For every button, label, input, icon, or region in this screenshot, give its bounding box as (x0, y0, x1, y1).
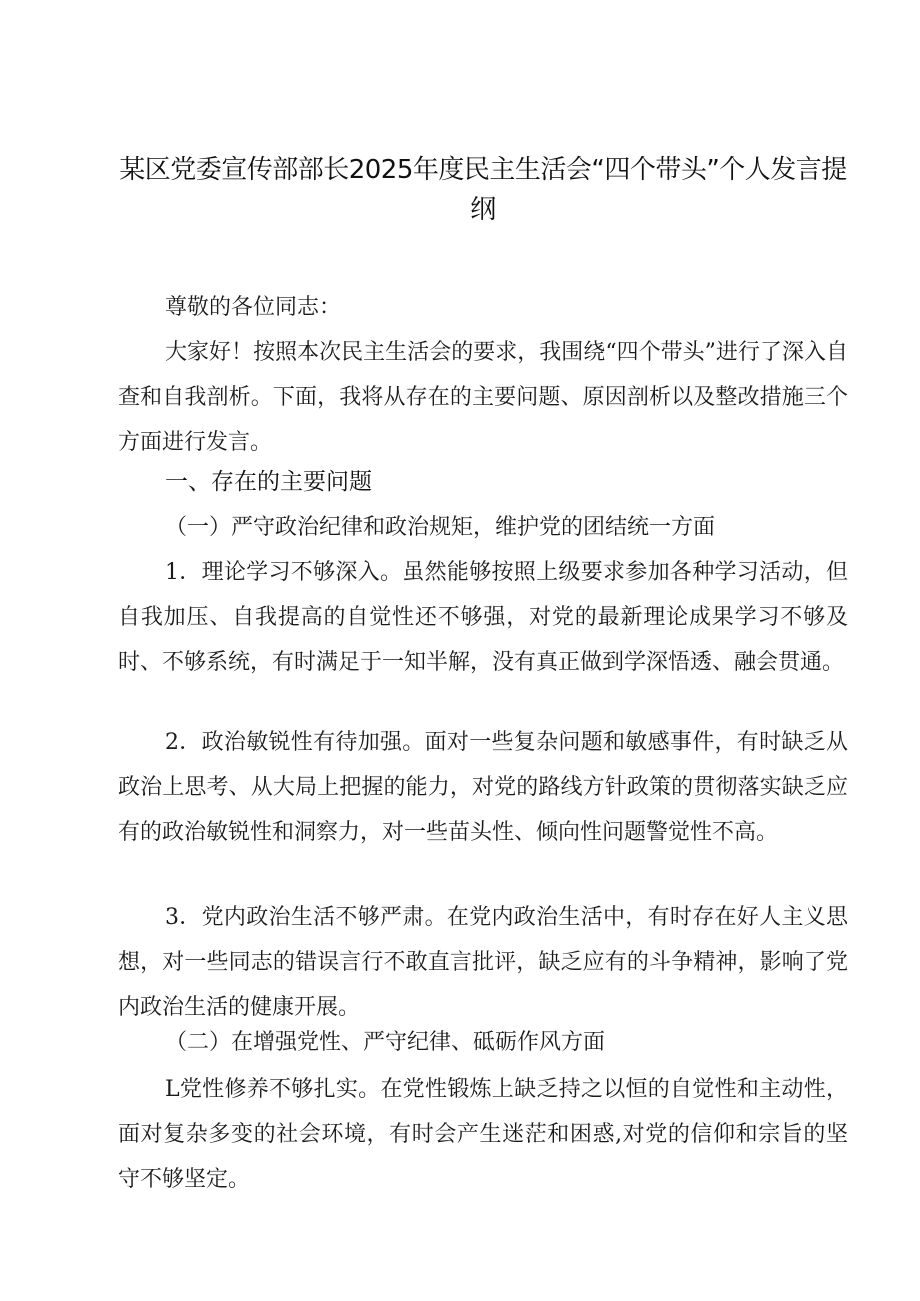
title-line-1: 某区党委宣传部部长2025年度民主生活会“四个带头”个人发言提 (119, 155, 847, 185)
list-item-3: 3．党内政治生活不够严肃。在党内政治生活中，有时存在好人主义思想，对一些同志的错误言行不敢直言批评，缺乏应有的斗争精神，影响了党内政治生活的健康开展。 (118, 905, 848, 1020)
greeting: 尊敬的各位同志： (165, 295, 342, 320)
list-item-4: L党性修养不够扎实。在党性锻炼上缺乏持之以恒的自觉性和主动性，面对复杂多变的社会环境，有时会产生迷茫和困惑,对党的信仰和宗旨的坚守不够坚定。 (118, 1077, 848, 1192)
subsection-heading-1: （一）严守政治纪律和政治规矩，维护党的团结统一方面 (165, 515, 716, 540)
list-item-2: 2．政治敏锐性有待加强。面对一些复杂问题和敏感事件，有时缺乏从政治上思考、从大局上把握的能力，对党的路线方针政策的贯彻落实缺乏应有的政治敏锐性和洞察力，对一些苗头性、倾向性问题警觉性不高。 (118, 730, 848, 845)
section-heading-1: 一、存在的主要问题 (165, 469, 372, 495)
intro-paragraph: 大家好！按照本次民主生活会的要求，我围绕“四个带头”进行了深入自查和自我剖析。下面，我将从存在的主要问题、原因剖析以及整改措施三个方面进行发言。 (118, 340, 848, 455)
list-item-1: 1．理论学习不够深入。虽然能够按照上级要求参加各种学习活动，但自我加压、自我提高的自觉性还不够强，对党的最新理论成果学习不够及时、不够系统，有时满足于一知半解，没有真正做到学深悟透、融会贯通。 (118, 560, 848, 675)
title-line-2: 纲 (470, 195, 496, 225)
document-title (118, 150, 848, 230)
subsection-heading-2: （二）在增强党性、严守纪律、砥砺作风方面 (165, 1030, 606, 1055)
